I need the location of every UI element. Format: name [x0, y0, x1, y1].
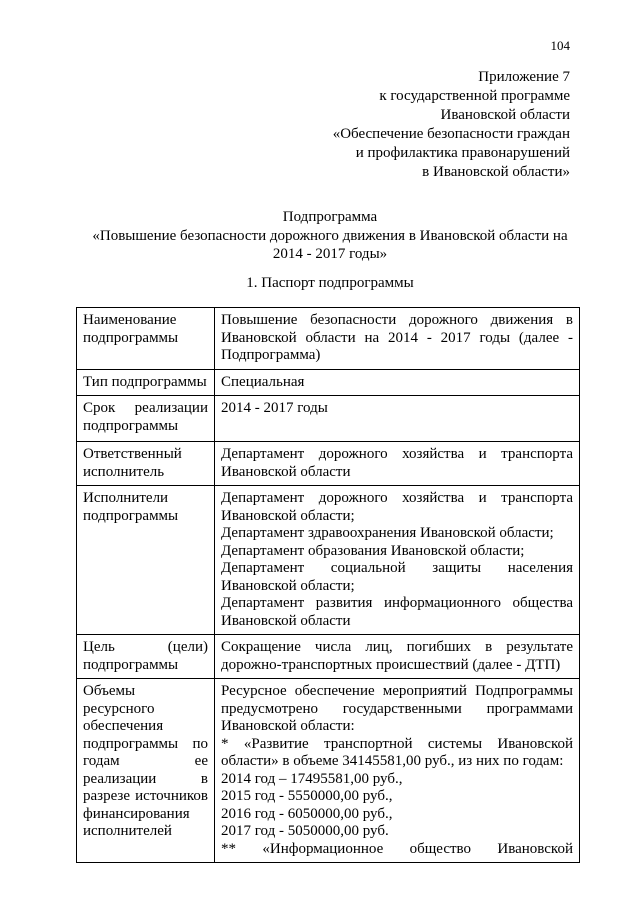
table-row [77, 308, 580, 370]
row-label: Тип подпрограммы [77, 369, 215, 396]
title-line-1: Подпрограмма [282, 209, 378, 225]
subprogram-title [70, 208, 590, 264]
value-line: * «Развитие транспортной системы Ивановской области» в объеме 34145581,00 руб., из них по годам: [221, 735, 573, 769]
value-line: Сокращение числа лиц, погибших в результате дорожно-транспортных происшествий (далее - ДТП) [221, 639, 573, 673]
appendix-line: «Обеспечение безопасности граждан [332, 126, 570, 142]
value-line: Департамент здравоохранения Ивановской области; [221, 525, 554, 541]
value-line: 2017 год - 5050000,00 руб. [221, 823, 389, 839]
value-line: Департамент образования Ивановской области; [221, 542, 525, 559]
appendix-line: Приложение 7 [478, 69, 570, 85]
table-row [77, 486, 580, 635]
appendix-line: к государственной программе [379, 88, 570, 104]
row-label: Срок реализации подпрограммы [77, 396, 215, 442]
value-line: Департамент дорожного хозяйства и транспорта Ивановской области; [221, 490, 573, 524]
row-value [215, 486, 580, 635]
row-label: Ответственный исполнитель [77, 442, 215, 486]
value-line: Департамент дорожного хозяйства и транспорта Ивановской области [221, 446, 573, 480]
value-line: Ресурсное обеспечение мероприятий Подпрограммы предусмотрено государственными программами Ивановской области: [221, 683, 573, 734]
appendix-line: Ивановской области [440, 107, 570, 123]
value-line: ** «Информационное общество Ивановской [221, 840, 573, 857]
value-line: 2016 год - 6050000,00 руб., [221, 805, 393, 822]
value-line: Департамент развития информационного общества Ивановской области [221, 595, 573, 629]
row-value [215, 635, 580, 679]
row-value [215, 369, 580, 396]
table-row [77, 635, 580, 679]
value-line: Специальная [221, 373, 305, 390]
appendix-line: и профилактика правонарушений [355, 145, 570, 161]
row-value [215, 679, 580, 863]
value-line: 2014 год – 17495581,00 руб., [221, 770, 403, 787]
table-row [77, 369, 580, 396]
appendix-note [250, 68, 570, 182]
table-row [77, 679, 580, 863]
row-label: Наименование подпрограммы [77, 308, 215, 370]
table-row [77, 396, 580, 442]
page-number: 104 [550, 38, 570, 53]
appendix-line: в Ивановской области» [422, 164, 570, 180]
title-line-3: 2014 - 2017 годы» [272, 246, 388, 262]
row-value [215, 308, 580, 370]
value-line: 2014 - 2017 годы [221, 400, 328, 416]
row-value [215, 396, 580, 442]
row-label: Цель (цели) подпрограммы [77, 635, 215, 679]
row-label: Исполнители подпрограммы [77, 486, 215, 635]
row-value [215, 442, 580, 486]
passport-heading: 1. Паспорт подпрограммы [246, 275, 414, 291]
passport-table [76, 307, 580, 863]
value-line: Повышение безопасности дорожного движения в Ивановской области на 2014 - 2017 годы (далее - Подпрограмма) [221, 312, 573, 363]
value-line: Департамент социальной защиты населения Ивановской области; [221, 560, 573, 594]
row-label: Объемы ресурсного обеспечения подпрограммы по годам ее реализации в разрезе источников финансирования исполнителей [77, 679, 215, 863]
title-line-2: «Повышение безопасности дорожного движения в Ивановской области на [92, 227, 568, 244]
table-row [77, 442, 580, 486]
value-line: 2015 год - 5550000,00 руб., [221, 788, 393, 804]
